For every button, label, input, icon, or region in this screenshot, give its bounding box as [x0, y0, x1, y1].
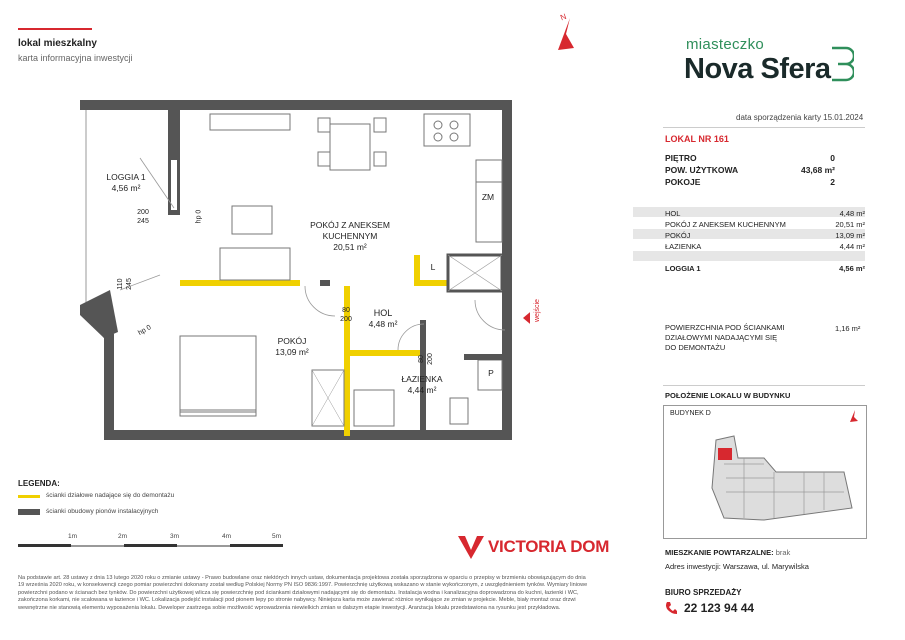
- walls-label: POWIERZCHNIA POD ŚCIANKAMI DZIAŁOWYMI NADAJĄCYMI SIĘ DO DEMONTAŻU: [665, 323, 785, 352]
- rooms-label: POKOJE: [665, 177, 701, 187]
- scale-tick: 2m: [118, 533, 128, 540]
- dim-label: hp 0: [137, 324, 153, 337]
- scale-tick: 5m: [272, 533, 282, 540]
- room-row: HOL 4,48 m²: [665, 209, 865, 218]
- dim-label: hp 0: [195, 209, 203, 224]
- logo-three-icon: [828, 44, 854, 84]
- duplex-row: MIESZKANIE POWTARZALNE: brak: [665, 548, 791, 557]
- legend-swatch-yellow: [18, 495, 40, 498]
- sales-title: BIURO SPRZEDAŻY: [665, 588, 742, 597]
- room-row: POKÓJ 13,09 m²: [665, 231, 865, 240]
- unit-number: LOKAL NR 161: [665, 134, 729, 144]
- plan-hol-label: HOL 4,48 m²: [368, 308, 398, 329]
- divider: [663, 127, 865, 128]
- logo-main-text: Nova Sfera: [684, 53, 831, 85]
- area-label: POW. UŻYTKOWA: [665, 165, 739, 175]
- area-value: 43,68 m²: [800, 165, 835, 175]
- header-accent-line: [18, 28, 92, 30]
- area-row: [665, 165, 865, 176]
- rooms-value: 2: [830, 177, 835, 187]
- scale-tick: 1m: [68, 533, 78, 540]
- dim-label: 80 200: [340, 307, 352, 323]
- rooms-row: [665, 177, 865, 188]
- dim-label: 80 200: [418, 353, 434, 365]
- loggia-row: LOGGIA 1 4,56 m²: [665, 264, 865, 273]
- unit-type-subtitle: karta informacyjna inwestycji: [18, 53, 133, 63]
- brand-name: VICTORIA DOM: [488, 537, 610, 556]
- divider: [663, 385, 865, 386]
- victoria-dom-logo-icon: [456, 534, 486, 560]
- plan-bath-label: ŁAZIENKA 4,44 m²: [401, 374, 443, 395]
- north-arrow-icon: [552, 8, 578, 52]
- phone-icon: [665, 601, 677, 615]
- floor-label: PIĘTRO: [665, 153, 697, 163]
- plan-zm-label: ZM: [481, 192, 495, 202]
- sales-phone[interactable]: 22 123 94 44: [684, 601, 755, 615]
- legend-swatch-grey: [18, 509, 40, 515]
- legend-item: ścianki działowe nadające się do demontażu: [46, 492, 175, 499]
- unit-marker: [718, 448, 732, 460]
- address: Adres inwestycji: Warszawa, ul. Marywilska: [665, 562, 809, 571]
- building-north-icon: [848, 408, 860, 424]
- room-row: ŁAZIENKA 4,44 m²: [665, 242, 865, 251]
- position-title: POŁOŻENIE LOKALU W BUDYNKU: [665, 391, 791, 400]
- building-label: BUDYNEK D: [670, 410, 711, 417]
- north-label: N: [559, 11, 568, 23]
- walls-value: 1,16 m²: [835, 324, 861, 333]
- legend-title: LEGENDA:: [18, 479, 60, 488]
- plan-living-label: POKÓJ Z ANEKSEM KUCHENNYM 20,51 m²: [310, 220, 390, 252]
- dim-label: 200 245: [137, 209, 149, 225]
- floor-row: [665, 153, 865, 164]
- card-date: data sporządzenia karty 15.01.2024: [736, 113, 864, 122]
- logo-small-text: miasteczko: [686, 36, 765, 53]
- floor-value: 0: [830, 153, 835, 163]
- plan-loggia-label: LOGGIA 1 4,56 m²: [106, 172, 146, 193]
- room-row: POKÓJ Z ANEKSEM KUCHENNYM 20,51 m²: [665, 220, 865, 229]
- plan-p-label: P: [488, 368, 494, 378]
- plan-l-label: L: [430, 262, 436, 272]
- scale-bar: [18, 534, 298, 550]
- room-stripe: [633, 251, 865, 261]
- floor-plan: [80, 100, 530, 445]
- unit-type: lokal mieszkalny: [18, 38, 97, 49]
- scale-tick: 4m: [222, 533, 232, 540]
- dim-label: 110 245: [117, 278, 133, 290]
- legend-item: ścianki obudowy pionów instalacyjnych: [46, 508, 159, 515]
- building-map: [663, 405, 867, 539]
- entrance-label: wejście: [534, 299, 541, 322]
- disclaimer: Na podstawie art. 28 ustawy z dnia 13 lutego 2020 roku o zmianie ustawy - Prawo budowlane oraz niektórych innych ustaw, dokumentacja projektowa została sporządzona w oparciu o przepisy w brzmieniu obowiązującym do dnia 19 września 2020 roku, w konsekwencji czego pomiar powierzchni dokonany został według Polskiej Normy PN ISO 9836:1997. Powierzchnię użytkową wskazano w stanie wykończonym, z uwzględnieniem tynków. Wymiary liniowe powierzchni podano w ścianach bez tynków. Do powierzchni użytkowej wlicza się powierzchnię pod ściankami działowymi nadającymi się do demontażu. Instalacja wodna i kanalizacyjna doprowadzona do kuchni, łazienki i WC, zakończona korkami, nie scalowana w łazience i WC. Lokalizacja podejść instalacji pod pionem lepy po stronie nabywcy. Niniejsza karta może zawierać różnice wynikające ze zmian w projekcie. Meble, biały montaż oraz drzwi wewnętrzne nie stanowią elementu wyposażenia lokalu. Deweloper zastrzega sobie możliwość wprowadzenia niewielkich zmian w dalszym etapie inwestycji. Aranżacja lokalu przedstawiona na rysunku jest przykładowa.: [18, 575, 588, 611]
- plan-room-label: POKÓJ 13,09 m²: [275, 336, 309, 357]
- building-plan: [704, 428, 854, 528]
- scale-tick: 3m: [170, 533, 180, 540]
